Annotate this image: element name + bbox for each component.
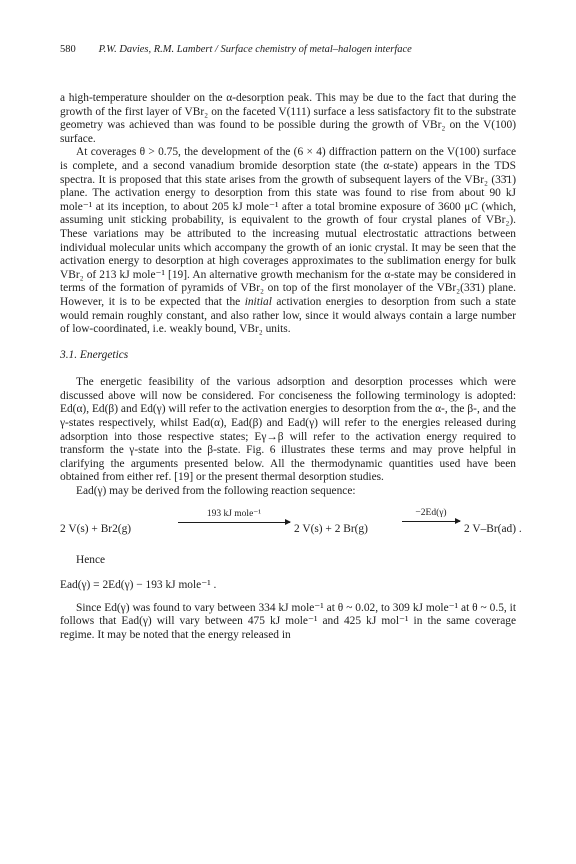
section-heading-energetics: 3.1. Energetics: [60, 348, 129, 361]
arrow-right-icon: [178, 522, 290, 523]
paragraph-alpha-state-text-a: At coverages θ > 0.75, the development of the (6 × 4) diffraction pattern on the V(100) surface is complete, and a second vanadium bromide desorption state (the α-state) appears in the TDS spectra. It is proposed that this state arises from the growth of subsequent layers of the VBr₂ (33̄1) plane. The activation energy to desorption from this state was found to rise from about 90 kJ mole⁻¹ at its inception, to about 205 kJ mole⁻¹ after a total bromine exposure of 3600 μC (which, assuming unit sticking probability, is equivalent to the growth of four crystal planes of VBr₂). These variations may be attributed to the increasing mutual electrostatic attractions between individual molecular units which accompany the growth of an ionic crystal. It may be seen that the activation energy to desorption at high coverages approximates to the sublimation energy for bulk VBr₂ of 213 kJ mole⁻¹ [19]. An alternative growth mechanism for the α-state may be considered in terms of the formation of pyramids of VBr₂ on top of the first monolayer of the VBr₂(33̄1) plane. However, it is to be expected that the: [60, 146, 516, 308]
reaction-product: 2 V–Br(ad) .: [464, 522, 522, 535]
paragraph-ead-range: Since Ed(γ) was found to vary between 334 kJ mole⁻¹ at θ ~ 0.02, to 309 kJ mole⁻¹ at θ ~ 0.5, it follows that Ead(γ) will vary between 475 kJ mole⁻¹ and 425 kJ mol⁻¹ in the same coverage regime. It may be noted that the energy released in: [60, 601, 516, 641]
reaction-arrow-dissociation: [178, 508, 290, 523]
emphasis-initial: initial: [244, 295, 272, 308]
reaction-sequence: [60, 507, 522, 542]
paragraph-alpha-state: [60, 146, 516, 336]
reaction-reactants: 2 V(s) + Br2(g): [60, 522, 132, 535]
equation-ead-gamma: Ead(γ) = 2Ed(γ) − 193 kJ mole⁻¹ .: [60, 579, 217, 592]
arrow-label-adsorption-energy: −2Ed(γ): [415, 507, 447, 518]
hence-label: Hence: [76, 553, 106, 566]
paragraph-reaction-intro: Ead(γ) may be derived from the following reaction sequence:: [76, 485, 356, 498]
paragraph-terminology: The energetic feasibility of the various adsorption and desorption processes which were discussed above will now be considered. For conciseness the following terminology is adopted: Ed(α), Ed(β) and Ed(γ) will refer to the activation energies to desorption from the α-, the β-, and the γ-states respectively, whilst Ead(α), Ead(β) and Ead(γ) will refer to the energies released during adsorption into those respective states; Eγ→β will refer to the activation energy required to transform the γ-state into the β-state. Fig. 6 illustrates these terms and may prove helpful in clarifying the arguments presented below. All the thermodynamic quantities used have been obtained from either ref. [19] or the present thermal desorption studies.: [60, 376, 516, 484]
reaction-arrow-adsorption: [402, 508, 460, 522]
running-header: [60, 44, 516, 55]
page-number: 580: [60, 44, 76, 55]
reaction-intermediate: 2 V(s) + 2 Br(g): [294, 522, 368, 535]
arrow-right-icon: [402, 521, 460, 522]
article-body: [60, 92, 522, 643]
paragraph-alpha-state-text-b: activation energies to desorption from such a state would remain roughly constant, and also rather low, since it would always contain a large number of low-coordinated, i.e. weakly bound, VBr₂ units.: [60, 295, 516, 336]
running-title: P.W. Davies, R.M. Lambert / Surface chemistry of metal–halogen interface: [98, 44, 412, 55]
paragraph-alpha-shoulder: a high-temperature shoulder on the α-desorption peak. This may be due to the fact that during the growth of the first layer of VBr₂ on the faceted V(111) surface a less satisfactory fit to the substrate geometry was achieved than was found to be possible during the growth of VBr₂ on the V(100) surface.: [60, 92, 516, 145]
arrow-label-dissociation-energy: 193 kJ mole⁻¹: [206, 508, 262, 519]
